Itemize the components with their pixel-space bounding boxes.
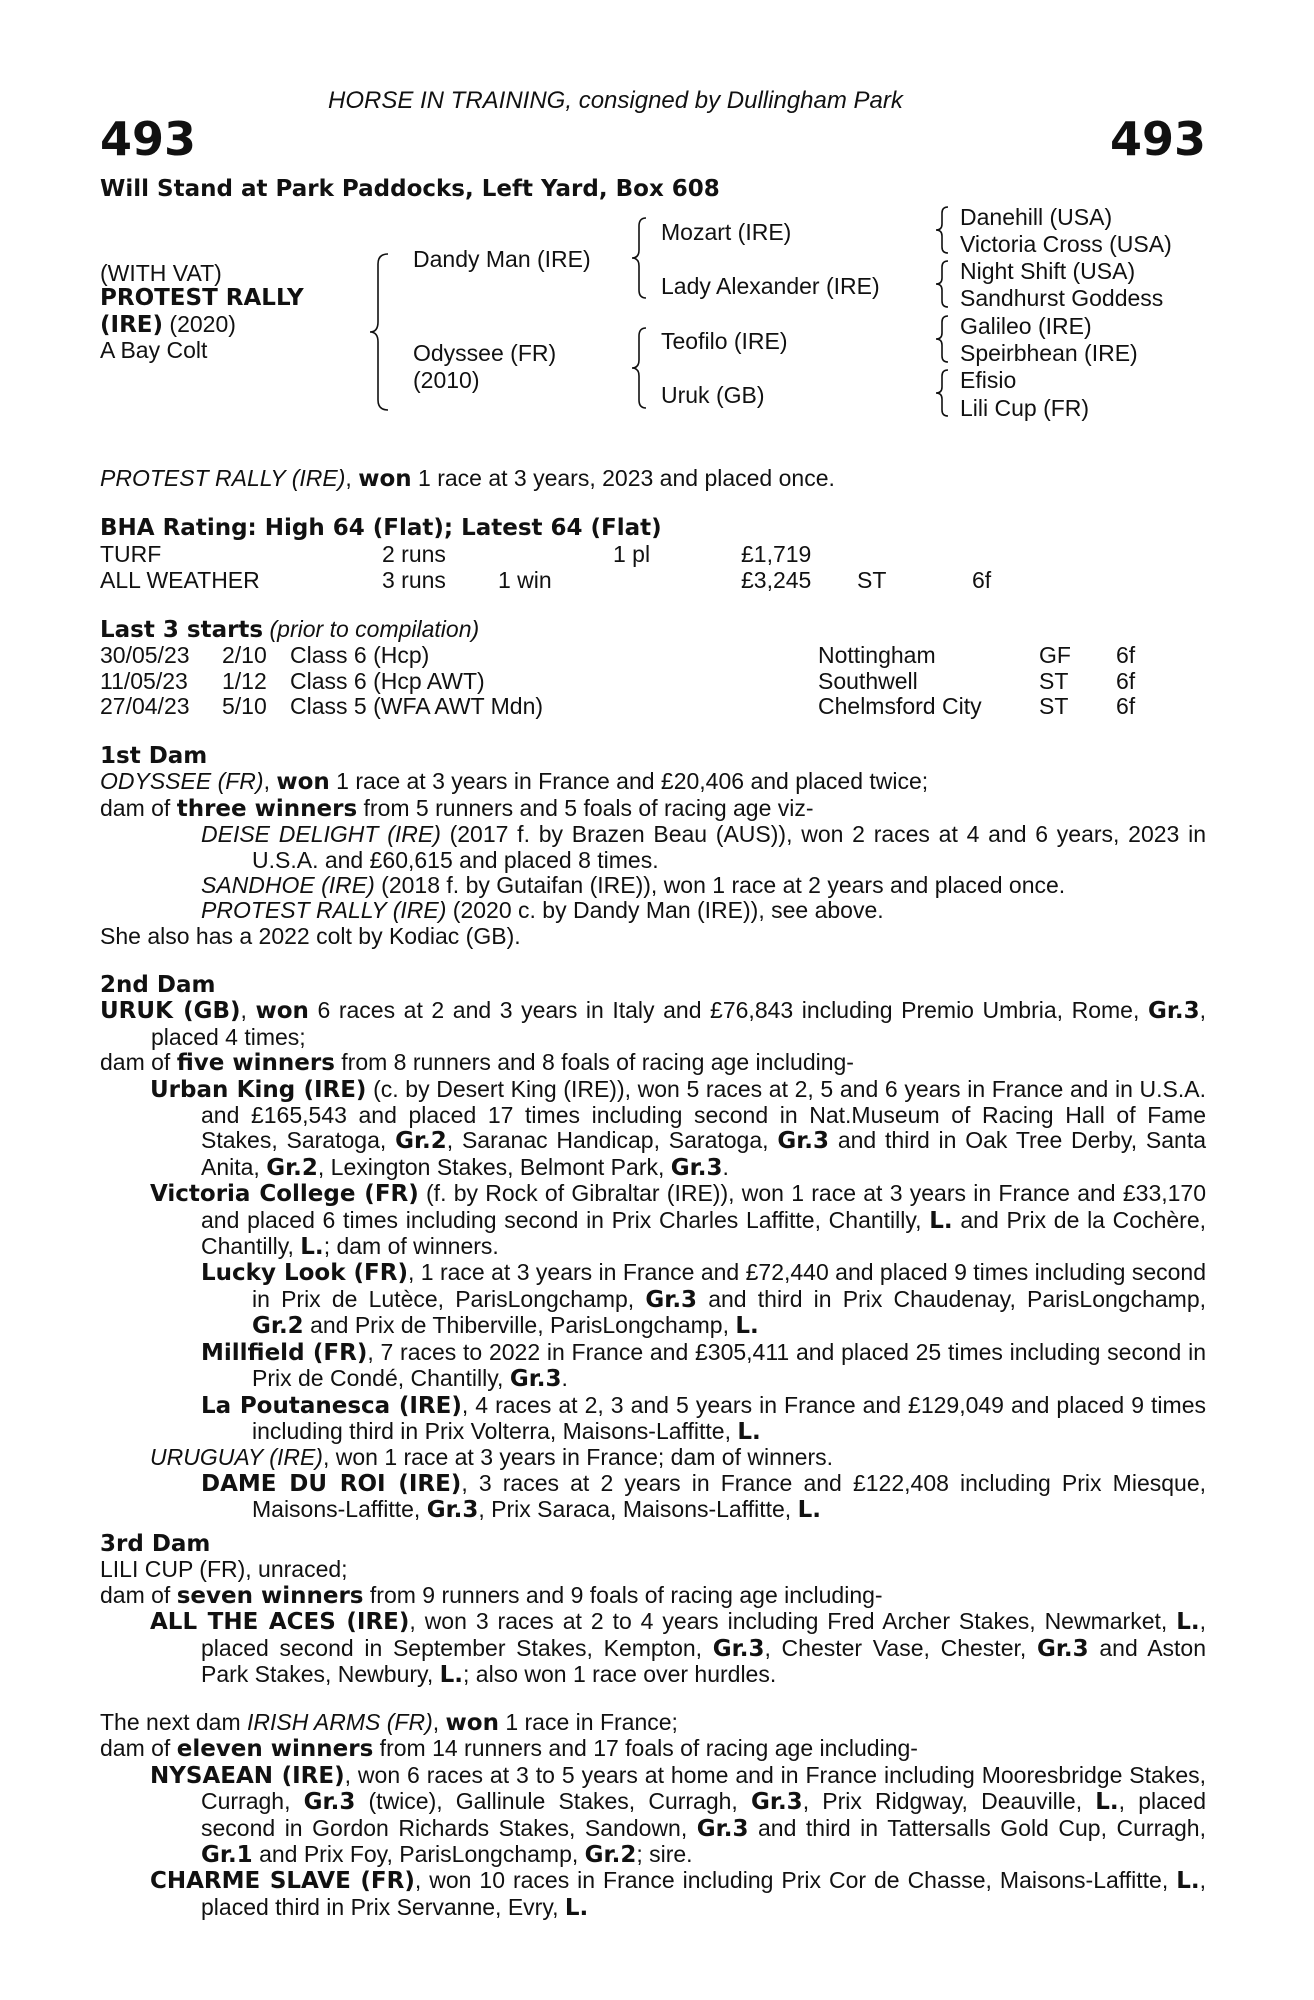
rating-row-distance: 6f [972,567,992,593]
grade-label: Gr.3 [712,1635,765,1662]
progeny-name: Millfield (FR) [201,1339,368,1366]
first-dam-won: won [276,769,330,796]
pedigree-brace-dam [630,326,650,410]
pedigree-brace-g4 [934,368,952,418]
first-dam-heading: 1st Dam [100,743,208,769]
rating-row-prize: £1,719 [741,541,812,567]
rating-row-placed: 1 pl [613,541,651,567]
consignor-line: HORSE IN TRAINING, consigned by Dullingham Park [328,87,903,114]
progeny-record: , Lexington Stakes, Belmont Park, [317,1153,671,1180]
progeny-record: , Saranac Handicap, Saratoga, [446,1127,778,1154]
listed-label: L. [737,1418,761,1445]
second-dam-produce-summary [100,1050,1206,1076]
pedigree-g4: Sandhurst Goddess [960,285,1164,311]
summary-won: won [358,466,412,492]
second-dam-heading: 2nd Dam [100,972,216,998]
rating-row-going: ST [857,567,887,593]
pedigree-sire-sire: Mozart (IRE) [661,219,792,245]
progeny-name: URUGUAY (IRE) [150,1444,323,1471]
next-dam-name: IRISH ARMS (FR) [247,1709,433,1735]
bha-rating-title: BHA Rating: High 64 (Flat); Latest 64 (Flat) [100,515,662,541]
grand-progeny-entry [100,1393,1206,1446]
next-dam-produce-summary [100,1736,1206,1762]
start-position: 2/10 [222,642,267,668]
progeny-record: and Prix de la Cochère, Chantilly, [201,1206,1207,1260]
third-dam-produce-summary [100,1583,1206,1609]
pedigree-g7: Efisio [960,367,1017,393]
dam-of-prefix: dam of [100,794,177,821]
start-going: ST [1039,693,1069,719]
grade-label: Gr.3 [777,1128,830,1155]
progeny-record: ; sire. [636,1841,693,1868]
pedigree-sire: Dandy Man (IRE) [413,246,591,272]
progeny-record: , Chester Vase, Chester, [764,1634,1037,1661]
horse-description: A Bay Colt [100,337,208,363]
grade-label: Gr.3 [509,1366,562,1393]
rating-row-runs: 3 runs [382,567,446,593]
pedigree-brace-g1 [934,205,952,255]
pedigree-dam-sire: Teofilo (IRE) [661,328,788,354]
summary-rest: 1 race at 3 years, 2023 and placed once. [411,465,835,491]
next-dam-winners-count: eleven winners [176,1736,374,1763]
progeny-name: CHARME SLAVE (FR) [150,1868,415,1895]
pedigree-dam: Odyssee (FR) [413,340,557,366]
grade-label: Gr.3 [696,1815,749,1842]
progeny-record: , won 3 races at 2 to 4 years including Fred Archer Stakes, Newmarket, [409,1608,1177,1635]
progeny-name: PROTEST RALLY (IRE) [201,897,447,924]
pedigree-dam-year: (2010) [413,367,480,393]
horse-year: (2020) [163,311,236,337]
second-dam-rest: 6 races at 2 and 3 years in Italy and £76,843 including Premio Umbria, Rome, [308,997,1148,1024]
listed-label: L. [300,1234,324,1261]
lot-number-right: 493 [1109,112,1206,166]
pedigree-g2: Victoria Cross (USA) [960,231,1172,257]
progeny-name: La Poutanesca (IRE) [201,1392,462,1419]
progeny-entry [100,1609,1206,1688]
grade-label: Gr.3 [1147,998,1200,1025]
rating-row-prize: £3,245 [741,567,812,593]
summary-horse-name: PROTEST RALLY (IRE) [100,465,346,491]
pedigree-g3: Night Shift (USA) [960,258,1136,284]
progeny-name: DAME DU ROI (IRE) [201,1470,462,1497]
second-dam-winners-count: five winners [176,1050,335,1077]
progeny-record: , 3 races at 2 years in France and £122,408 including Prix Miesque, Maisons-Laffitte, [252,1469,1206,1523]
dam-of-suffix: from 5 runners and 5 foals of racing age viz- [357,794,814,821]
third-dam-record: LILI CUP (FR), unraced; [100,1556,348,1583]
first-dam-produce-summary [100,796,1206,822]
progeny-record: (2017 f. by Brazen Beau (AUS)), won 2 races at 4 and 6 years, 2023 in U.S.A. and £60,615 and placed 8 times. [252,821,1206,873]
grade-label: Gr.3 [751,1789,803,1816]
progeny-record: (twice), Gallinule Stakes, Curragh, [355,1788,751,1815]
first-dam-section [100,744,1206,949]
listed-label: L. [564,1894,589,1921]
next-dam-separator: , [432,1709,446,1735]
grade-label: Gr.2 [252,1313,304,1340]
next-dam-section [100,1710,1206,1921]
grade-label: Gr.2 [584,1842,637,1869]
second-dam-record: URUK (GB), won 6 races at 2 and 3 years in Italy and £76,843 including Premio Umbria, Rome, Gr.3, placed 4 times; [100,997,1207,1050]
progeny-name: SANDHOE (IRE) [201,872,375,899]
race-summary: PROTEST RALLY (IRE), won 1 race at 3 years, 2023 and placed once. [100,465,835,492]
progeny-entry [100,898,1206,923]
grand-progeny-entry [100,1340,1206,1393]
grade-label: Gr.3 [645,1286,698,1313]
first-dam-also: She also has a 2022 colt by Kodiac (GB). [100,922,521,949]
progeny-record: and third in Prix Chaudenay, ParisLongchamp, [697,1285,1207,1312]
grade-label: Gr.2 [266,1154,318,1181]
second-dam-rest: , placed 4 times; [151,997,1207,1050]
start-going: ST [1039,668,1069,694]
start-distance: 6f [1116,668,1136,694]
pedigree-dam-dam: Uruk (GB) [661,382,765,408]
first-dam-rest: 1 race at 3 years in France and £20,406 and placed twice; [329,768,929,795]
progeny-record: , placed third in Prix Servanne, Evry, [201,1867,1207,1920]
grand-progeny-entry [100,1471,1206,1524]
progeny-record: , Prix Ridgway, Deauville, [802,1788,1096,1815]
progeny-entry [100,1181,1206,1260]
lot-number-left: 493 [100,112,197,166]
start-course: Nottingham [818,642,936,668]
grade-label: Gr.1 [201,1842,253,1869]
grade-label: Gr.2 [395,1128,447,1155]
progeny-record: , Prix Saraca, Maisons-Laffitte, [478,1496,798,1523]
progeny-record: ; also won 1 race over hurdles. [463,1661,777,1688]
horse-origin: (IRE) [100,312,164,338]
start-race: Class 6 (Hcp) [290,642,430,668]
start-date: 30/05/23 [100,642,190,668]
progeny-record: and third in Oak Tree Derby, Santa Anita, [201,1127,1207,1180]
progeny-record: . [561,1365,568,1392]
progeny-name: Victoria College (FR) [150,1181,419,1208]
first-dam-winners-count: three winners [176,795,358,822]
last-starts-title [100,617,479,643]
start-position: 5/10 [222,693,267,719]
start-course: Southwell [818,668,918,694]
progeny-record: , won 10 races in France including Prix Cor de Chasse, Maisons-Laffitte, [414,1867,1177,1894]
first-dam-name: ODYSSEE (FR) [100,768,264,795]
progeny-record: and Prix de Thiberville, ParisLongchamp, [303,1312,736,1339]
grade-label: Gr.3 [1036,1635,1089,1662]
progeny-record: and third in Tattersalls Gold Cup, Curragh, [748,1814,1206,1841]
start-position: 1/12 [222,668,267,694]
progeny-record: (2018 f. by Gutaifan (IRE)), won 1 race at 2 years and placed once. [374,872,1066,899]
pedigree-g5: Galileo (IRE) [960,313,1092,339]
pedigree-brace-sire [630,216,650,300]
progeny-entry [100,1763,1206,1869]
last-starts-title-note: (prior to compilation) [263,616,480,642]
progeny-record: . [722,1153,729,1180]
dam-of-suffix: from 8 runners and 8 foals of racing age including- [334,1049,854,1076]
stabling-line: Will Stand at Park Paddocks, Left Yard, Box 608 [100,176,720,202]
progeny-entry [100,1077,1206,1182]
dam-of-prefix: dam of [100,1049,177,1076]
progeny-record: (c. by Desert King (IRE)), won 5 races at 2, 5 and 6 years in France and in U.S.A. and £165,543 and placed 17 times including second in Nat.Museum of Racing Hall of Fame Stakes, Saratoga, [201,1075,1206,1154]
pedigree-g1: Danehill (USA) [960,204,1113,230]
progeny-record: , won 6 races at 3 to 5 years at home and in France including Mooresbridge Stakes, Curragh, [201,1761,1206,1815]
progeny-entry [100,873,1206,898]
dam-of-prefix: dam of [100,1735,177,1762]
pedigree-g6: Speirbhean (IRE) [960,340,1138,366]
listed-label: L. [1176,1609,1200,1636]
listed-label: L. [1095,1789,1119,1816]
start-date: 27/04/23 [100,693,190,719]
second-dam-name: URUK (GB) [100,998,241,1025]
progeny-record: , 4 races at 2, 3 and 5 years in France and £129,049 and placed 9 times including third in Prix Volterra, Maisons-Laffitte, [252,1391,1206,1444]
third-dam-heading: 3rd Dam [100,1531,211,1557]
dam-of-suffix: from 9 runners and 9 foals of racing age including- [363,1581,883,1608]
first-dam-record: ODYSSEE (FR), won 1 race at 3 years in France and £20,406 and placed twice; [100,768,929,796]
last-starts-title-bold: Last 3 starts [100,617,264,643]
pedigree-g8: Lili Cup (FR) [960,395,1090,421]
listed-label: L. [1176,1868,1200,1895]
start-distance: 6f [1116,693,1136,719]
next-dam-rest: 1 race in France; [498,1709,678,1735]
progeny-record: ; dam of winners. [323,1233,499,1260]
progeny-record: (2020 c. by Dandy Man (IRE)), see above. [446,897,884,924]
progeny-record: , placed second in Gordon Richards Stakes, Sandown, [201,1788,1207,1841]
progeny-name: NYSAEAN (IRE) [150,1762,345,1789]
progeny-record: (f. by Rock of Gibraltar (IRE)), won 1 race at 3 years in France and £33,170 and placed 6 times including second in Prix Charles Laffitte, Chantilly, [201,1180,1206,1233]
listed-label: L. [735,1313,759,1340]
horse-name: PROTEST RALLY [100,285,304,311]
progeny-record: , placed second in September Stakes, Kempton, [201,1608,1206,1661]
progeny-name: Urban King (IRE) [150,1076,367,1103]
rating-row-wins: 1 win [498,567,552,593]
dam-of-prefix: dam of [100,1581,177,1608]
grade-label: Gr.3 [303,1789,356,1816]
progeny-name: ALL THE ACES (IRE) [150,1609,410,1636]
listed-label: L. [797,1497,821,1524]
third-dam-section [100,1532,1206,1688]
progeny-record: and Aston Park Stakes, Newbury, [201,1634,1207,1688]
start-race: Class 6 (Hcp AWT) [290,668,485,694]
second-dam-section [100,973,1206,1524]
third-dam-winners-count: seven winners [176,1582,364,1609]
rating-row-runs: 2 runs [382,541,446,567]
rating-row-surface: ALL WEATHER [100,567,260,593]
grade-label: Gr.3 [670,1154,723,1181]
vat-label: (WITH VAT) [100,260,222,286]
progeny-entry [100,1868,1206,1921]
start-distance: 6f [1116,642,1136,668]
start-date: 11/05/23 [100,668,188,694]
grade-label: Gr.3 [426,1497,479,1524]
pedigree-sire-dam: Lady Alexander (IRE) [661,273,880,299]
second-dam-won: won [255,998,309,1025]
rating-row-surface: TURF [100,541,162,567]
start-course: Chelmsford City [818,693,982,719]
progeny-name: Lucky Look (FR) [201,1260,408,1287]
dam-of-suffix: from 14 runners and 17 foals of racing age including- [373,1735,918,1762]
progeny-record: , won 1 race at 3 years in France; dam of winners. [322,1444,834,1471]
grand-progeny-entry [100,1260,1206,1339]
listed-label: L. [439,1662,464,1689]
next-dam-prefix: The next dam [100,1709,248,1735]
pedigree-brace-main [368,252,392,412]
next-dam-won: won [445,1710,499,1736]
progeny-record: , 1 race at 3 years in France and £72,440 and placed 9 times including second in Prix de Lutèce, ParisLongchamp, [252,1259,1207,1312]
pedigree-brace-g2 [934,259,952,309]
start-going: GF [1039,642,1071,668]
start-race: Class 5 (WFA AWT Mdn) [290,693,544,719]
progeny-name: DEISE DELIGHT (IRE) [201,821,441,848]
pedigree-brace-g3 [934,314,952,364]
progeny-entry [100,822,1206,873]
progeny-record: and Prix Foy, ParisLongchamp, [252,1841,585,1868]
next-dam-record [100,1710,1206,1736]
horse-name-year [100,312,236,338]
progeny-record: , 7 races to 2022 in France and £305,411 and placed 25 times including second in Prix de Condé, Chantilly, [252,1338,1206,1392]
progeny-entry [100,1445,1206,1470]
listed-label: L. [929,1207,953,1234]
